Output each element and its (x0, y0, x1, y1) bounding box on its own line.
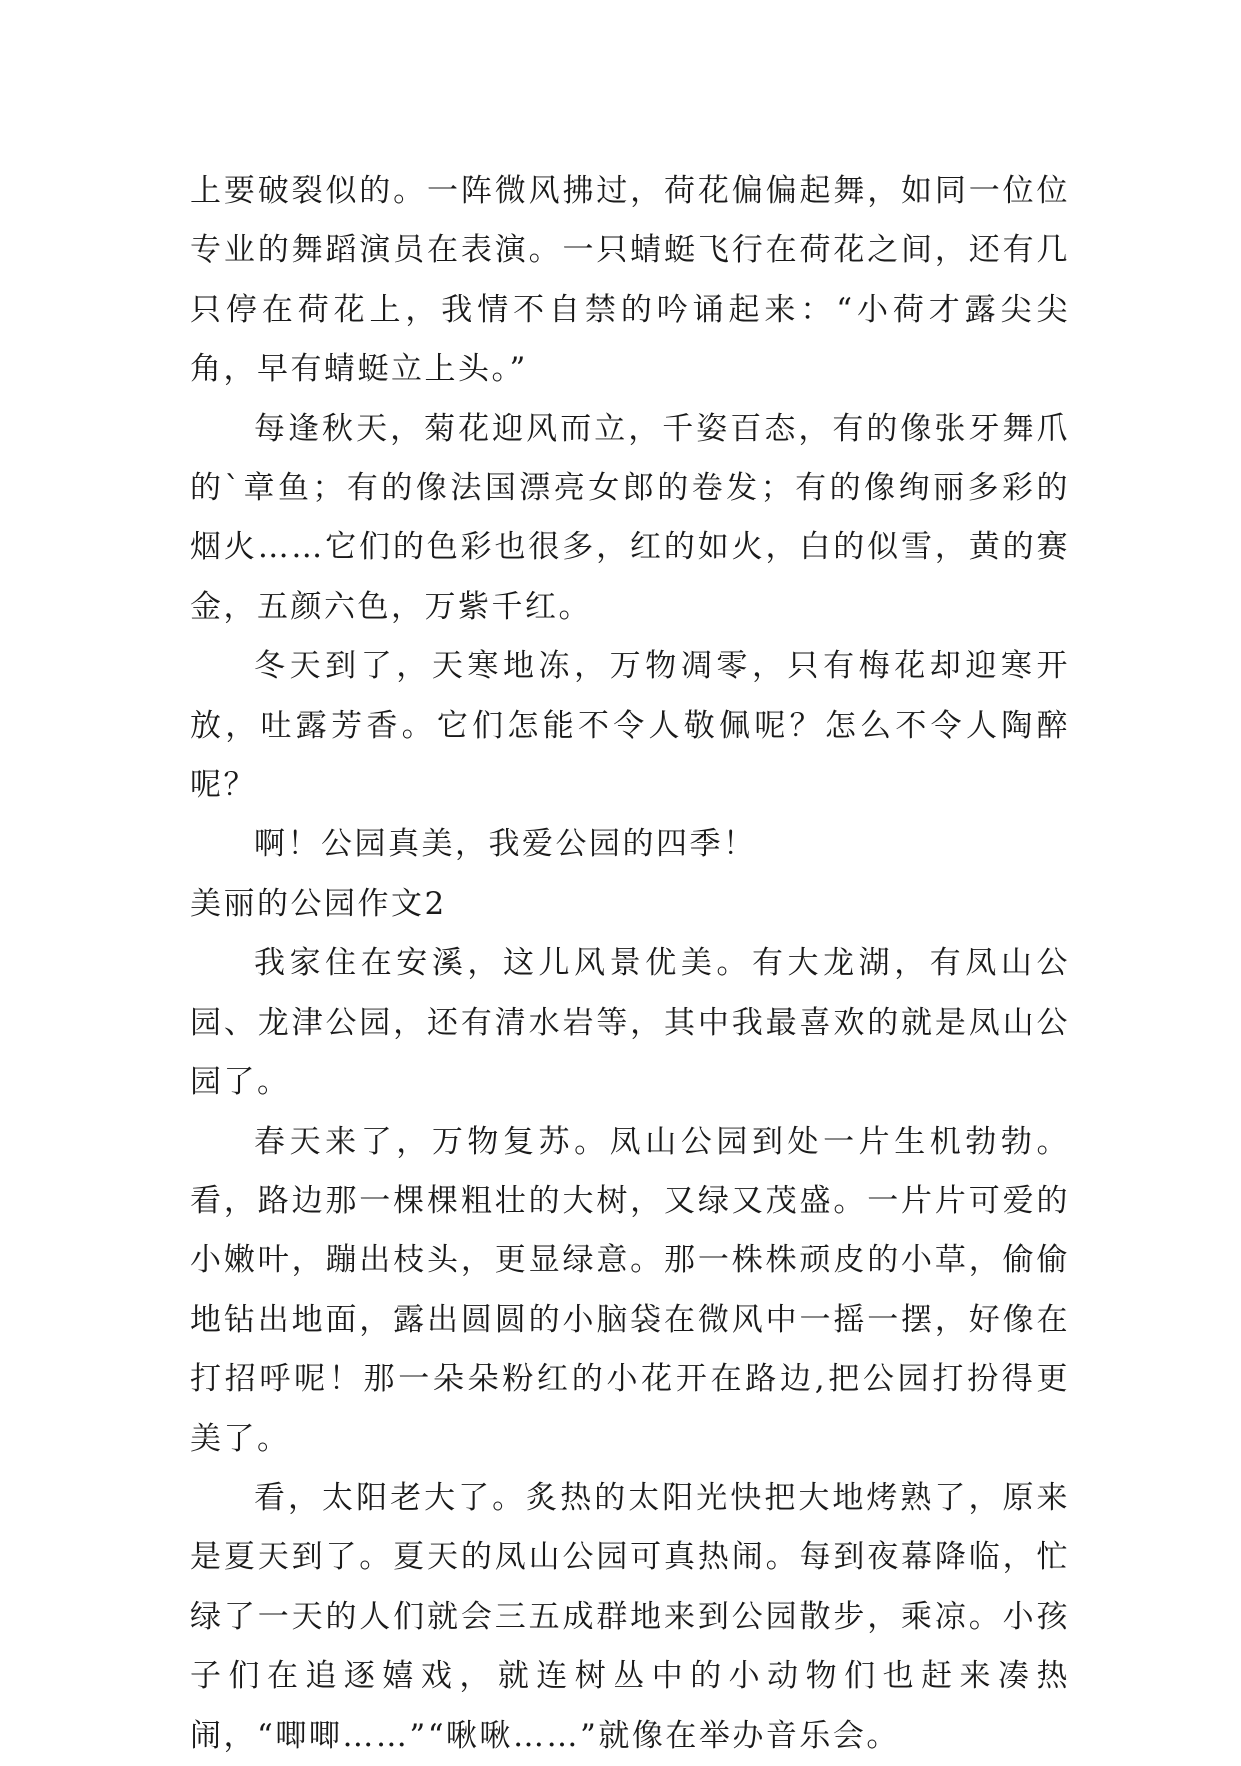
paragraph-lotus: 上要破裂似的。一阵微风拂过，荷花偏偏起舞，如同一位位专业的舞蹈演员在表演。一只蜻蜓飞行在荷花之间，还有几只停在荷花上，我情不自禁的吟诵起来：“小荷才露尖尖角，早有蜻蜓立上头。” (190, 173, 1070, 388)
essay-heading: 美丽的公园作文2 (190, 885, 447, 922)
paragraph-autumn-chrysanthemum: 每逢秋天，菊花迎风而立，千姿百态，有的像张牙舞爪的`章鱼；有的像法国漂亮女郎的卷发；有的像绚丽多彩的烟火……它们的色彩也很多，红的如火，白的似雪，黄的赛金，五颜六色，万紫千红。 (190, 410, 1070, 625)
paragraph-intro-anxi: 我家住在安溪，这儿风景优美。有大龙湖，有凤山公园、龙津公园，还有清水岩等，其中我最喜欢的就是凤山公园了。 (190, 945, 1070, 1101)
paragraph-winter-plum: 冬天到了，天寒地冻，万物凋零，只有梅花却迎寒开放，吐露芳香。它们怎能不令人敬佩呢？怎么不令人陶醉呢？ (190, 648, 1070, 804)
paragraph-spring: 春天来了，万物复苏。凤山公园到处一片生机勃勃。看，路边那一棵棵粗壮的大树，又绿又茂盛。一片片可爱的小嫩叶，蹦出枝头，更显绿意。那一株株顽皮的小草，偷偷地钻出地面，露出圆圆的小脑袋在微风中一摇一摆，好像在打招呼呢！那一朵朵粉红的小花开在路边,把公园打扮得更美了。 (190, 1123, 1070, 1457)
paragraph-summer: 看，太阳老大了。炙热的太阳光快把大地烤熟了，原来是夏天到了。夏天的凤山公园可真热闹。每到夜幕降临，忙绿了一天的人们就会三五成群地来到公园散步，乘凉。小孩子们在追逐嬉戏，就连树丛中的小动物们也赶来凑热闹，“唧唧……”“啾啾……”就像在举办音乐会。 (190, 1479, 1070, 1754)
document-body (190, 162, 1070, 1766)
paragraph-conclusion: 啊！公园真美，我爱公园的四季！ (254, 826, 757, 863)
